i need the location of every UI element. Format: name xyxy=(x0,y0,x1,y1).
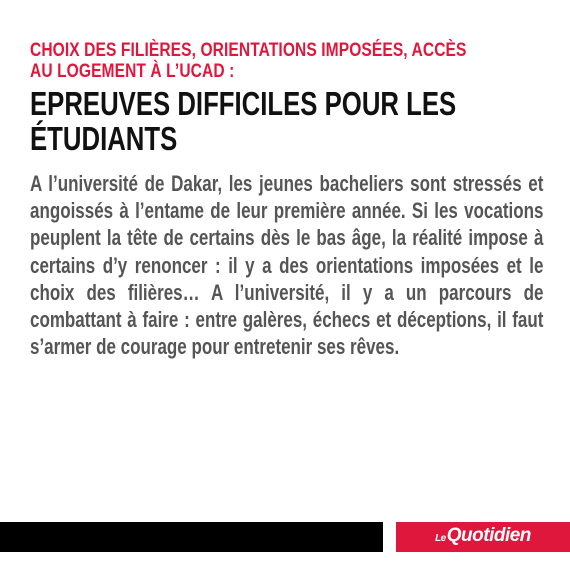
brand-logo-name: Quotidien xyxy=(446,524,531,546)
article xyxy=(30,40,550,360)
article-body: A l’université de Dakar, les jeunes bacheliers sont stressés et angoissés à l’entame de leur première année. Si les vocations peuplent la tête de certains dès le bas âge, la réalité impose à certains d’y renoncer : il y a des orientations imposées et le choix des filières… A l’université, il y a un parcours de combattant à faire : entre galères, échecs et déceptions, il faut s’armer de courage pour entretenir ses rêves. xyxy=(30,171,544,360)
footer-bar xyxy=(0,522,383,552)
brand-logo-prefix: Le xyxy=(435,532,446,544)
brand-logo xyxy=(435,521,531,554)
brand-logo-box xyxy=(396,522,570,552)
article-kicker: CHOIX DES FILIÈRES, ORIENTATIONS IMPOSÉES, ACCÈS AU LOGEMENT À L’UCAD : xyxy=(30,40,467,82)
article-headline: EPREUVES DIFFICILES POUR LES ÉTUDIANTS xyxy=(30,85,457,157)
